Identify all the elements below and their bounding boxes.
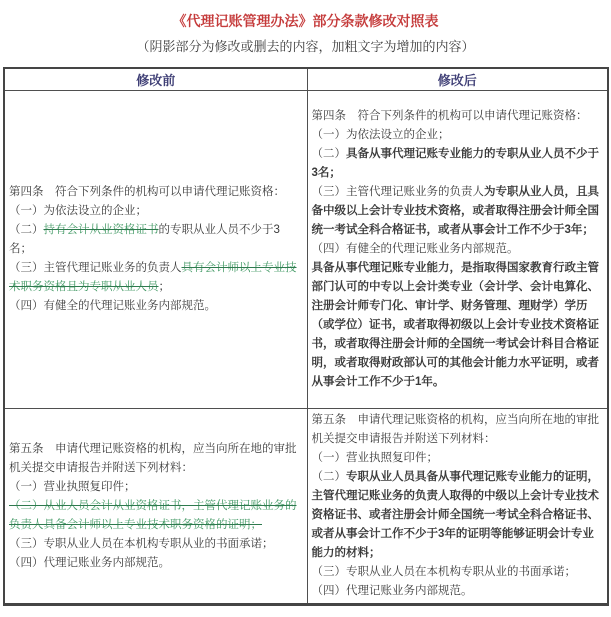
unchanged-text: （四）有健全的代理记账业务内部规范。 [9,300,216,312]
amendment-paragraph [312,240,604,259]
table-row [4,409,608,605]
unchanged-text: 第四条 符合下列条件的机构可以申请代理记账资格： [311,110,588,122]
amendment-paragraph [312,411,604,449]
header-row [4,68,608,91]
table-body [4,91,608,605]
unchanged-text: （四）代理记账业务内部规范。 [311,585,473,597]
unchanged-text: （三）主管代理记账业务的负责人 [9,262,182,274]
unchanged-text: （二） [311,471,346,483]
amendment-paragraph [9,221,303,259]
amendment-paragraph [312,107,604,126]
amendment-paragraph [9,535,303,554]
unchanged-text: （三）专职从业人员在本机构专职从业的书面承诺； [9,537,274,550]
unchanged-text: 第五条 申请代理记账资格的机构，应当向所在地的审批机关提交申请报告并附送下列材料： [9,442,297,474]
unchanged-text: （四）代理记账业务内部规范。 [9,556,170,569]
column-header-after: 修改后 [307,68,608,91]
unchanged-text: 第四条 符合下列条件的机构可以申请代理记账资格： [9,186,285,198]
amendment-paragraph [9,297,303,316]
unchanged-text: 的专职从业人员不少于3名； [9,224,280,255]
added-text: 具备从事代理记账专业能力的专职从业人员不少于3名； [311,148,599,179]
amendment-paragraph [312,468,604,563]
column-header-before: 修改前 [4,68,307,91]
page-subtitle: （阴影部分为修改或删去的内容，加粗文字为增加的内容） [136,39,475,54]
amendment-paragraph [312,126,604,145]
amendment-paragraph [9,259,303,297]
unchanged-text: （四）有健全的代理记账业务内部规范。 [311,243,519,255]
unchanged-text: 第五条 申请代理记账资格的机构，应当向所在地的审批机关提交申请报告并附送下列材料： [311,414,599,445]
unchanged-text: （一）为依法设立的企业； [9,205,147,217]
amendment-paragraph [9,478,303,497]
amendment-paragraph [9,440,303,478]
page-title: 《代理记账管理办法》部分条款修改对照表 [172,13,439,29]
added-text: 为专职从业人员，且具备中级以上会计专业技术资格，或者取得注册会计师全国统一考试全科合格证书，或者从事会计工作不少于3年； [311,186,599,236]
amendment-paragraph [9,497,303,535]
unchanged-text: （一）营业执照复印件； [9,480,136,493]
deleted-text: 具有会计师以上专业技术职务资格且为专职从业人员 [9,262,297,293]
amendment-paragraph [9,183,303,202]
unchanged-text: （一）营业执照复印件； [311,452,438,464]
amendment-paragraph [9,554,303,573]
amendment-paragraph [312,145,604,183]
amendment-paragraph [9,202,303,221]
unchanged-text: （二） [311,148,346,160]
document [0,11,611,606]
cell-before-row2 [4,409,307,605]
amendment-paragraph [312,582,604,601]
unchanged-text: （二） [9,224,44,236]
deleted-text: （二）从业人员会计从业资格证书，主管代理记账业务的负责人具备会计师以上专业技术职务资格的证明； [9,499,297,531]
unchanged-text: （三）专职从业人员在本机构专职从业的书面承诺； [311,566,576,578]
table-row [4,91,608,409]
added-text: 专职从业人员具备从事代理记账专业能力的证明，主管代理记账业务的负责人取得的中级以上会计专业技术资格证书、或者注册会计师全国统一考试全科合格证书、或者从事会计工作不少于3年的证明等能够证明会计专业能力的材料； [311,471,599,559]
cell-before-row1 [4,91,307,409]
comparison-table [3,67,609,606]
cell-after-row2 [307,409,608,605]
deleted-text: 持有会计从业资格证书 [43,224,159,236]
unchanged-text: （一）为依法设立的企业； [311,129,450,141]
cell-after-row1 [307,91,608,409]
amendment-paragraph [312,183,604,240]
unchanged-text: （三）主管代理记账业务的负责人 [311,186,484,198]
added-text: 具备从事代理记账专业能力，是指取得国家教育行政主管部门认可的中专以上会计类专业（会计学、会计电算化、注册会计师专门化、审计学、财务管理、理财学）学历（或学位）证书，或者取得初级以上会计专业技术资格证书，或者取得注册会计师的全国统一考试会计科目合格证明，或者取得财政部认可的其他会计能力水平证明，或者从事会计工作不少于1年。 [311,262,599,388]
amendment-paragraph [312,449,604,468]
unchanged-text: ； [158,281,170,293]
amendment-paragraph [312,563,604,582]
amendment-paragraph [312,259,604,392]
